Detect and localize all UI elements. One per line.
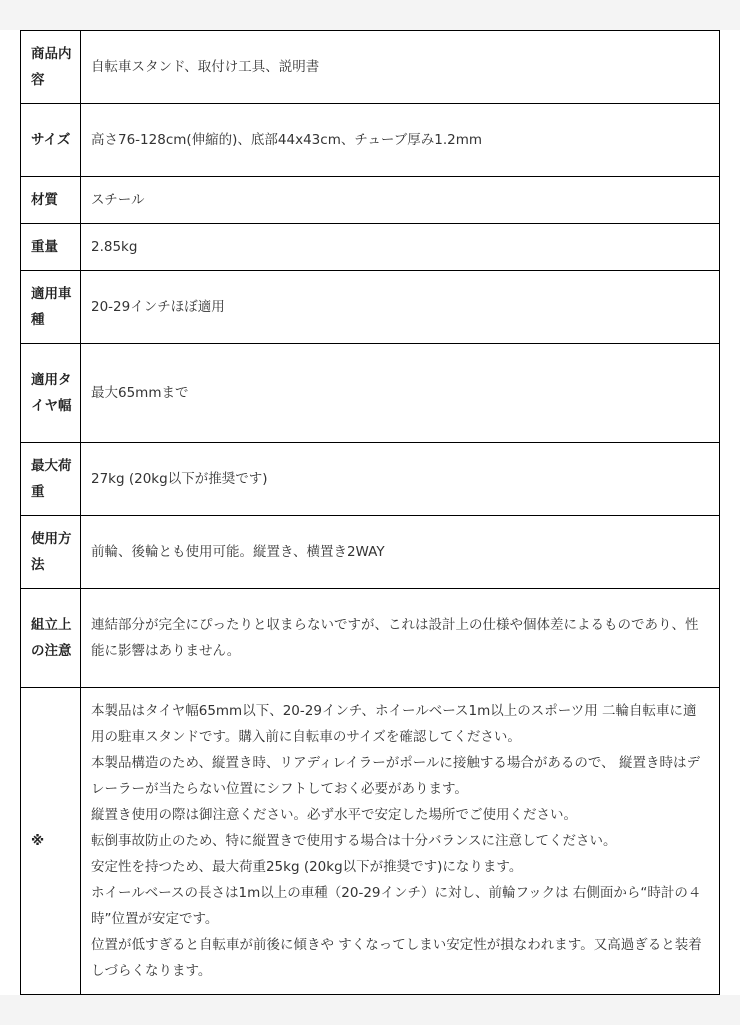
- note-line: 安定性を持つため、最大荷重25kg (20kg以下が推奨です)になります。: [91, 859, 523, 875]
- note-line: ホイールベースの長さは1m以上の車種（20-29インチ）に対し、前輪フックは 右側面から“時計の４時”位置が安定です。: [91, 885, 702, 927]
- value-line: 2.85kg: [91, 239, 138, 255]
- spec-row-tire-width: [21, 344, 720, 443]
- row-value: [81, 443, 720, 516]
- note-line: 縦置き使用の際は御注意ください。必ず水平で安定した場所でご使用ください。: [91, 807, 577, 823]
- row-value: [81, 688, 720, 995]
- row-label: 最大荷重: [21, 443, 81, 516]
- spec-row-size: [21, 104, 720, 177]
- note-line: 本製品はタイヤ幅65mm以下、20-29インチ、ホイールベース1m以上のスポーツ用 二輪自転車に適用の駐車スタンドです。購入前に自転車のサイズを確認してください。: [91, 703, 697, 745]
- note-line: 転倒事故防止のため、特に縦置きで使用する場合は十分バランスに注意してください。: [91, 833, 617, 849]
- spec-row-material: [21, 177, 720, 224]
- row-value: [81, 31, 720, 104]
- spec-row-assembly-note: [21, 589, 720, 688]
- value-line: スチール: [91, 192, 145, 208]
- row-value: [81, 344, 720, 443]
- spec-row-max-load: [21, 443, 720, 516]
- spec-row-weight: [21, 224, 720, 271]
- note-line: 本製品構造のため、縦置き時、リアディレイラーがポールに接触する場合があるので、 縦置き時はデレーラーが当たらない位置にシフトしておく必要があります。: [91, 755, 700, 797]
- row-label: 適用タイヤ幅: [21, 344, 81, 443]
- value-line: 自転車スタンド、取付け工具、説明書: [91, 59, 320, 75]
- value-line: 高さ76-128cm(伸縮的)、底部44x43cm、チューブ厚み1.2mm: [91, 132, 483, 148]
- value-line: 連結部分が完全にぴったりと収まらないですが、これは設計上の仕様や個体差によるものであり、性能に影響はありません。: [91, 617, 699, 659]
- value-line: 20-29インチほぼ適用: [91, 299, 225, 315]
- row-value: [81, 177, 720, 224]
- spec-row-applicable-bikes: [21, 271, 720, 344]
- row-label: 重量: [21, 224, 81, 271]
- spec-table: [20, 30, 720, 995]
- row-value: [81, 104, 720, 177]
- spec-row-contents: [21, 31, 720, 104]
- row-label: 商品内容: [21, 31, 81, 104]
- spec-row-notes: [21, 688, 720, 995]
- row-label: 適用車種: [21, 271, 81, 344]
- row-label: 使用方法: [21, 516, 81, 589]
- spec-sheet: [0, 30, 740, 995]
- row-label: 組立上の注意: [21, 589, 81, 688]
- row-value: [81, 224, 720, 271]
- row-value: [81, 589, 720, 688]
- row-label: 材質: [21, 177, 81, 224]
- spec-row-usage: [21, 516, 720, 589]
- value-line: 前輪、後輪とも使用可能。縦置き、横置き2WAY: [91, 544, 385, 560]
- value-line: 最大65mmまで: [91, 385, 189, 401]
- row-label: ※: [21, 688, 81, 995]
- note-line: 位置が低すぎると自転車が前後に傾きや すくなってしまい安定性が損なわれます。又高過ぎると装着しづらくなります。: [91, 937, 702, 979]
- row-value: [81, 516, 720, 589]
- value-line: 27kg (20kg以下が推奨です): [91, 471, 268, 487]
- row-label: サイズ: [21, 104, 81, 177]
- row-value: [81, 271, 720, 344]
